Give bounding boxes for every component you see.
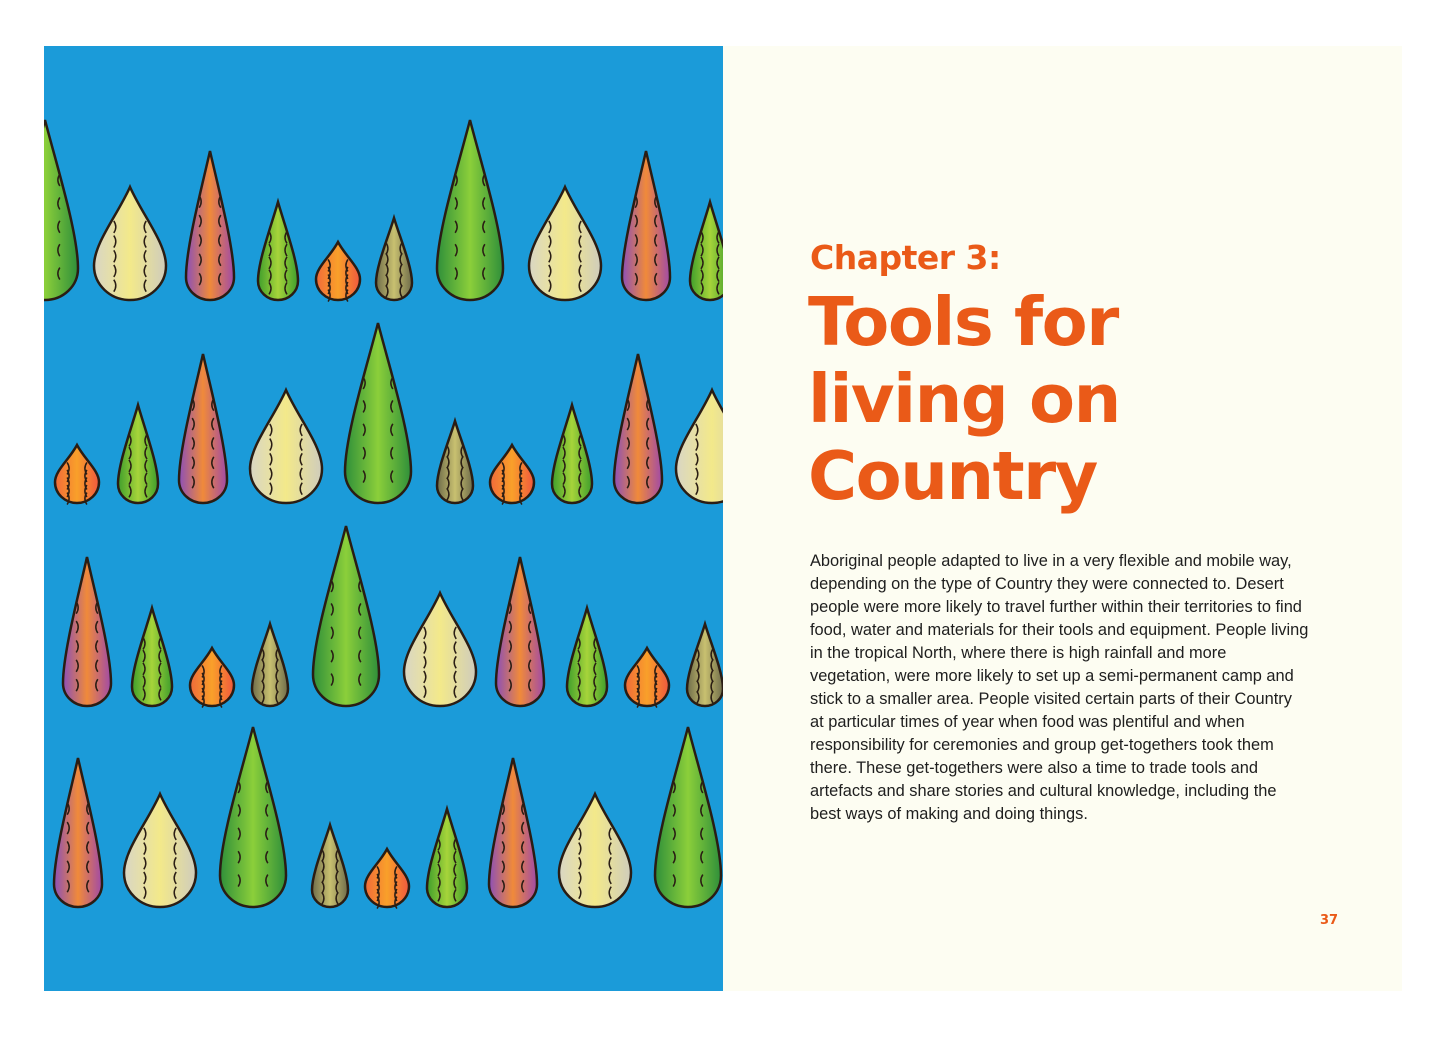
text-page xyxy=(723,46,1402,991)
orange-point-icon xyxy=(190,648,234,706)
stone-tools-pattern xyxy=(44,46,723,991)
green-leaf-point-icon xyxy=(313,526,379,706)
purple-point-icon xyxy=(496,557,544,706)
purple-point-icon xyxy=(54,758,102,907)
grey-point-icon xyxy=(252,624,288,706)
cream-biface-icon xyxy=(676,390,723,503)
orange-point-icon xyxy=(365,849,409,907)
cream-biface-icon xyxy=(559,794,631,907)
small-green-point-icon xyxy=(118,405,158,503)
small-green-point-icon xyxy=(132,608,172,706)
body-paragraph: Aboriginal people adapted to live in a very flexible and mobile way, depending on the type of Country they were connected to. Desert people were more likely to travel further within their territories to find food, water and materials for their tools and equipment. People living in the tropical North, where there is high rainfall and more vegetation, were more likely to set up a semi-permanent camp and stick to a smaller area. People visited certain parts of their Country at particular times of year when food was plentiful and when responsibility for ceremonies and group get-togethers took them there. These get-togethers were also a time to trade tools and artefacts and share stories and cultural knowledge, including the best ways of making and doing things. xyxy=(810,552,1309,823)
chapter-title: Tools for living on Country xyxy=(808,283,1120,515)
stone-tools-illustration xyxy=(44,46,723,991)
cream-biface-icon xyxy=(404,593,476,706)
purple-point-icon xyxy=(179,354,227,503)
grey-point-icon xyxy=(376,218,412,300)
cream-biface-icon xyxy=(124,794,196,907)
green-leaf-point-icon xyxy=(437,120,503,300)
orange-point-icon xyxy=(490,445,534,503)
orange-point-icon xyxy=(625,648,669,706)
purple-point-icon xyxy=(614,354,662,503)
grey-point-icon xyxy=(687,624,723,706)
page-number: 37 xyxy=(1320,913,1339,928)
cream-biface-icon xyxy=(94,187,166,300)
grey-point-icon xyxy=(437,421,473,503)
grey-point-icon xyxy=(312,825,348,907)
small-green-point-icon xyxy=(427,809,467,907)
purple-point-icon xyxy=(63,557,111,706)
small-green-point-icon xyxy=(552,405,592,503)
purple-point-icon xyxy=(622,151,670,300)
orange-point-icon xyxy=(55,445,99,503)
orange-point-icon xyxy=(316,242,360,300)
green-leaf-point-icon xyxy=(345,323,411,503)
purple-point-icon xyxy=(186,151,234,300)
cream-biface-icon xyxy=(529,187,601,300)
small-green-point-icon xyxy=(567,608,607,706)
green-leaf-point-icon xyxy=(655,727,721,907)
small-green-point-icon xyxy=(258,202,298,300)
chapter-label: Chapter 3: xyxy=(810,238,1001,277)
cream-biface-icon xyxy=(250,390,322,503)
green-leaf-point-icon xyxy=(44,120,78,300)
green-leaf-point-icon xyxy=(220,727,286,907)
purple-point-icon xyxy=(489,758,537,907)
